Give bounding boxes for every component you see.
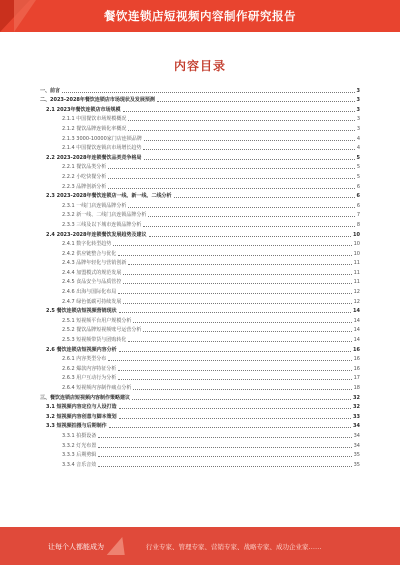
toc-entry-page: 32 [353, 394, 360, 401]
toc-leader-dots [128, 264, 351, 265]
toc-entry-page: 14 [353, 308, 360, 315]
toc-leader-dots [143, 331, 351, 332]
toc-entry-page: 4 [356, 145, 360, 152]
toc-entry-page: 3 [356, 87, 360, 94]
toc-leader-dots [128, 341, 351, 342]
toc-heading: 内容目录 [173, 59, 226, 73]
toc-entry-page: 18 [353, 385, 360, 391]
footer-tagline: 行业专家、管理专家、营销专家、战略专家、成功企业家…… [146, 543, 322, 551]
toc-entry[interactable] [40, 429, 360, 439]
toc-entry-page: 6 [356, 202, 360, 209]
toc-entry-page: 33 [353, 413, 360, 420]
toc-leader-dots [98, 466, 351, 467]
toc-entry[interactable] [40, 180, 360, 190]
toc-leader-dots [119, 351, 351, 352]
toc-entry-label: 2.3.3 三线及以下城市连锁品牌分析 [62, 221, 142, 228]
toc-entry-label: 2.3 2023-2028年餐饮连锁店一线、新一线、二线分析 [46, 193, 172, 200]
toc-entry-label: 2.1.3 3000-10000家门店连锁品牌 [62, 135, 142, 142]
toc-entry[interactable] [40, 257, 360, 267]
toc-entry-label: 2.6 餐饮连锁店短视频内容分析 [46, 346, 117, 353]
toc-entry-label: 2.4.1 数字化转型趋势 [62, 241, 112, 248]
toc-leader-dots [118, 255, 351, 256]
toc-entry-label: 2.5.2 餐饮品牌短视频账号运营分析 [62, 327, 142, 334]
toc-entry-page: 7 [356, 212, 360, 219]
toc-leader-dots [157, 101, 355, 102]
toc-leader-dots [108, 178, 355, 179]
toc-leader-dots [98, 437, 351, 438]
table-of-contents [40, 84, 360, 468]
toc-entry-label: 2.6.3 用户互动行为分析 [62, 375, 117, 382]
toc-entry-page: 16 [353, 365, 360, 372]
toc-entry-label: 3.3.4 音乐音效 [62, 461, 97, 468]
footer-banner [0, 527, 400, 565]
toc-entry-page: 4 [356, 135, 360, 142]
toc-entry[interactable] [40, 218, 360, 228]
toc-entry-page: 6 [356, 183, 360, 190]
toc-entry-page: 8 [356, 221, 360, 228]
toc-leader-dots [108, 360, 351, 361]
toc-leader-dots [113, 245, 351, 246]
toc-entry-page: 16 [353, 356, 360, 363]
toc-entry[interactable] [40, 314, 360, 324]
toc-entry[interactable] [40, 228, 360, 238]
toc-leader-dots [118, 379, 351, 380]
toc-entry-label: 2.3.1 一线门店连锁品牌分析 [62, 202, 127, 209]
toc-entry[interactable] [40, 381, 360, 391]
toc-leader-dots [144, 140, 355, 141]
toc-entry-label: 2.4.6 出海与国际化布局 [62, 289, 117, 296]
toc-entry-label: 2.4.7 绿色低碳可持续发展 [62, 298, 122, 305]
toc-entry[interactable] [40, 132, 360, 142]
toc-entry-label: 2.1.2 餐饮品牌连锁化率概况 [62, 125, 127, 132]
toc-entry-page: 11 [353, 269, 360, 276]
toc-entry-label: 2.2.3 品牌创新分析 [62, 183, 107, 190]
toc-entry-page: 14 [353, 327, 360, 334]
toc-leader-dots [118, 293, 351, 294]
toc-entry[interactable] [40, 276, 360, 286]
toc-entry-page: 3 [356, 97, 360, 104]
toc-entry[interactable] [40, 238, 360, 248]
toc-leader-dots [98, 447, 351, 448]
toc-entry-label: 3.1 短视频内容定位与人设打造 [46, 404, 117, 411]
toc-entry-label: 2.4.2 供应链整合与优化 [62, 250, 117, 257]
toc-entry-page: 17 [353, 375, 360, 382]
toc-entry-page: 35 [353, 452, 360, 459]
toc-entry[interactable] [40, 401, 360, 411]
toc-entry-page: 5 [356, 154, 360, 161]
footer-slogan: 让每个人都能成为 [48, 543, 104, 551]
toc-entry[interactable] [40, 362, 360, 372]
toc-entry[interactable] [40, 295, 360, 305]
toc-entry-page: 35 [353, 461, 360, 468]
toc-entry[interactable] [40, 199, 360, 209]
toc-entry-page: 34 [353, 423, 360, 430]
toc-entry[interactable] [40, 285, 360, 295]
toc-leader-dots [144, 159, 355, 160]
toc-entry[interactable] [40, 353, 360, 363]
toc-leader-dots [98, 456, 351, 457]
toc-entry-page: 10 [353, 250, 360, 257]
toc-entry-label: 3.3.2 灯光布置 [62, 442, 97, 449]
toc-entry[interactable] [40, 113, 360, 123]
toc-entry[interactable] [40, 209, 360, 219]
toc-leader-dots [109, 427, 351, 428]
toc-leader-dots [62, 92, 355, 93]
toc-leader-dots [128, 120, 354, 121]
toc-entry[interactable] [40, 142, 360, 152]
toc-entry-page: 32 [353, 404, 360, 411]
toc-entry-label: 二、2023-2028年餐饮连锁店市场现状及发展预测 [40, 97, 155, 104]
toc-entry-page: 3 [356, 116, 360, 123]
toc-entry[interactable] [40, 449, 360, 459]
toc-entry-page: 3 [356, 125, 360, 132]
toc-entry-label: 2.5 餐饮连锁店短视频营销现状 [46, 308, 117, 315]
toc-leader-dots [128, 130, 354, 131]
toc-leader-dots [133, 322, 351, 323]
toc-entry-page: 14 [353, 337, 360, 344]
toc-leader-dots [119, 408, 351, 409]
toc-leader-dots [128, 207, 354, 208]
toc-entry-page: 12 [353, 289, 360, 296]
toc-entry-label: 一、前言 [40, 87, 61, 94]
toc-entry-page: 6 [356, 193, 360, 200]
toc-entry-label: 三、餐饮连锁店短视频内容制作策略建议 [40, 394, 131, 401]
toc-entry-page: 16 [353, 346, 360, 353]
toc-entry-label: 2.4.3 品牌年轻化与营销创新 [62, 260, 127, 267]
toc-entry[interactable] [40, 305, 360, 315]
toc-leader-dots [133, 389, 351, 390]
toc-entry-page: 3 [356, 106, 360, 113]
toc-leader-dots [143, 226, 354, 227]
toc-entry[interactable] [40, 458, 360, 468]
toc-entry-page: 5 [356, 164, 360, 171]
toc-entry[interactable] [40, 333, 360, 343]
toc-entry-page: 34 [353, 432, 360, 439]
toc-leader-dots [123, 283, 351, 284]
toc-entry[interactable] [40, 94, 360, 104]
toc-entry-page: 14 [353, 317, 360, 324]
toc-leader-dots [123, 274, 351, 275]
toc-entry-page: 11 [353, 260, 360, 267]
toc-leader-dots [119, 312, 351, 313]
footer-decoration [107, 537, 132, 555]
toc-entry[interactable] [40, 266, 360, 276]
toc-entry-label: 3.3.3 后期剪辑 [62, 452, 97, 459]
toc-entry-label: 3.3 短视频拍摄与后期制作 [46, 423, 107, 430]
toc-leader-dots [123, 111, 355, 112]
toc-entry[interactable] [40, 343, 360, 353]
toc-entry-label: 2.4.4 加盟模式的规范发展 [62, 269, 122, 276]
toc-entry-label: 2.2.2 小吃快餐分析 [62, 173, 107, 180]
toc-entry[interactable] [40, 420, 360, 430]
toc-entry-label: 2.5.3 短视频带货与团购转化 [62, 337, 127, 344]
toc-leader-dots [174, 197, 355, 198]
toc-entry[interactable] [40, 247, 360, 257]
toc-entry[interactable] [40, 324, 360, 334]
toc-entry-page: 10 [353, 241, 360, 248]
toc-entry[interactable] [40, 439, 360, 449]
toc-entry-page: 10 [353, 231, 360, 238]
toc-entry-label: 3.3.1 拍摄设备 [62, 432, 97, 439]
toc-entry[interactable] [40, 122, 360, 132]
toc-entry-label: 2.1.4 中国餐饮连锁店市场增长趋势 [62, 145, 142, 152]
toc-entry[interactable] [40, 161, 360, 171]
toc-entry-label: 3.2 短视频内容创意与脚本策划 [46, 413, 117, 420]
toc-entry[interactable] [40, 84, 360, 94]
toc-entry-page: 12 [353, 298, 360, 305]
toc-leader-dots [148, 216, 354, 217]
toc-leader-dots [119, 418, 351, 419]
header-banner [0, 0, 400, 32]
toc-entry[interactable] [40, 190, 360, 200]
toc-leader-dots [108, 168, 355, 169]
toc-leader-dots [118, 370, 351, 371]
toc-entry-label: 2.4.5 食品安全与品质管控 [62, 279, 122, 286]
report-title: 餐饮连锁店短视频内容制作研究报告 [104, 9, 296, 23]
toc-entry-label: 2.2 2023-2028年连锁餐饮品类竞争格局 [46, 154, 142, 161]
toc-entry-page: 5 [356, 173, 360, 180]
toc-leader-dots [123, 303, 351, 304]
toc-entry[interactable] [40, 170, 360, 180]
toc-entry-page: 34 [353, 442, 360, 449]
toc-entry[interactable] [40, 410, 360, 420]
toc-leader-dots [132, 399, 351, 400]
toc-entry-label: 2.6.1 内容类型分布 [62, 356, 107, 363]
toc-entry[interactable] [40, 103, 360, 113]
toc-entry-label: 2.3.2 新一线、二线门店连锁品牌分析 [62, 212, 147, 219]
toc-entry-page: 11 [353, 279, 360, 286]
toc-entry-label: 2.4 2023-2028年连锁餐饮发展趋势及建议 [46, 231, 147, 238]
toc-entry[interactable] [40, 372, 360, 382]
toc-entry[interactable] [40, 151, 360, 161]
toc-entry-label: 2.1.1 中国餐饮市场规模概况 [62, 116, 127, 123]
toc-entry-label: 2.2.1 餐饮品类分析 [62, 164, 107, 171]
toc-entry-label: 2.6.4 短视频内容制作痛点分析 [62, 385, 132, 391]
toc-leader-dots [143, 149, 354, 150]
toc-entry-label: 2.6.2 爆款内容特征分析 [62, 365, 117, 372]
toc-entry-label: 2.5.1 短视频平台用户规模分析 [62, 317, 132, 324]
toc-leader-dots [149, 236, 352, 237]
toc-entry[interactable] [40, 391, 360, 401]
toc-leader-dots [108, 188, 355, 189]
toc-entry-label: 2.1 2023年餐饮连锁店市场规模 [46, 106, 121, 113]
